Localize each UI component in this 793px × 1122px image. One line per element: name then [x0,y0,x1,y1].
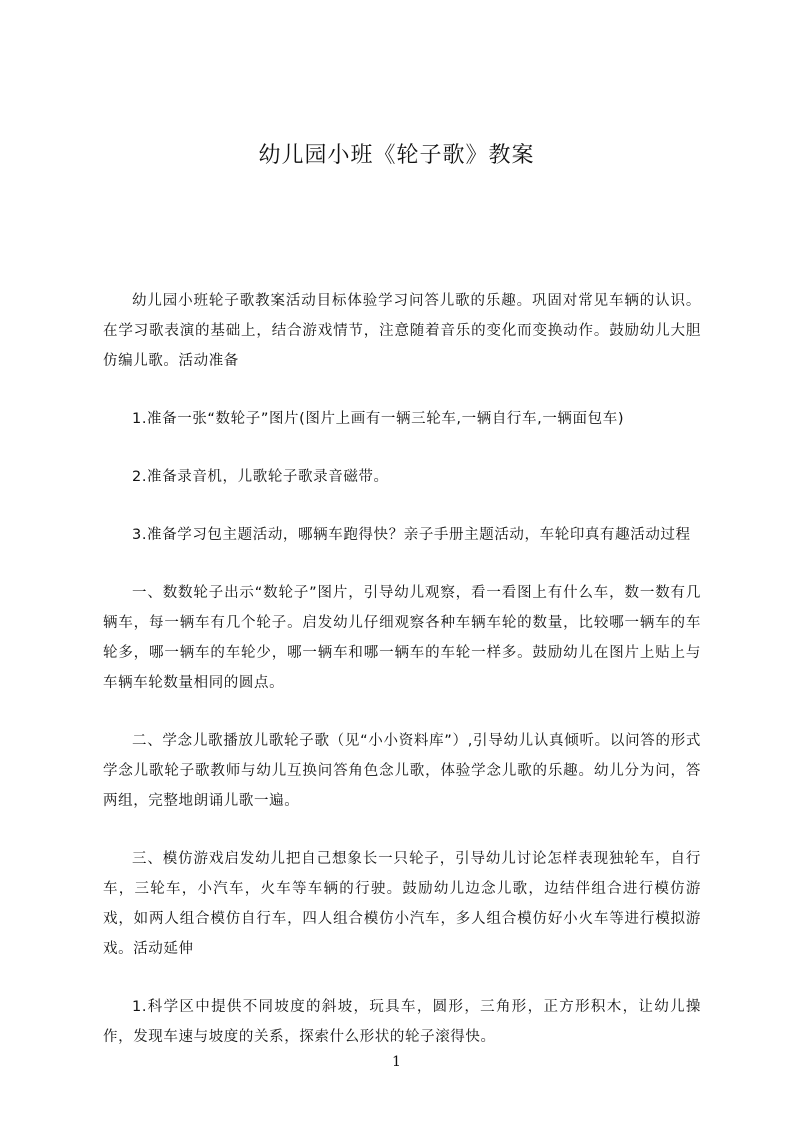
document-title: 幼儿园小班《轮子歌》教案 [258,143,535,168]
paragraph-prep-1: 1.准备一张“数轮子”图片(图片上画有一辆三轮车,一辆自行车,一辆面包车) [132,411,625,427]
paragraph-prep-3: 3.准备学习包主题活动，哪辆车跑得快？亲子手册主题活动，车轮印真有趣活动过程 [132,527,691,543]
paragraph-objectives: 幼儿园小班轮子歌教案活动目标体验学习问答儿歌的乐趣。巩固对常见车辆的认识。在学习歌表演的基础上，结合游戏情节，注意随着音乐的变化而变换动作。鼓励幼儿大胆仿编儿歌。活动准备 [103,293,701,369]
document-body [103,286,701,1080]
paragraph-step-1: 一、数数轮子出示“数轮子”图片，引导幼儿观察，看一看图上有什么车，数一数有几辆车，每一辆车有几个轮子。启发幼儿仔细观察各种车辆车轮的数量，比较哪一辆车的车轮多，哪一辆车的车轮少，哪一辆车和哪一辆车的车轮一样多。鼓励幼儿在图片上贴上与车辆车轮数量相同的圆点。 [103,585,701,691]
paragraph-step-2: 二、学念儿歌播放儿歌轮子歌（见“小小资料库”）,引导幼儿认真倾听。以问答的形式学念儿歌轮子歌教师与幼儿互换问答角色念儿歌，体验学念儿歌的乐趣。幼儿分为问，答两组，完整地朗诵儿歌一遍。 [103,733,701,809]
paragraph-step-3: 三、模仿游戏启发幼儿把自己想象长一只轮子，引导幼儿讨论怎样表现独轮车，自行车，三轮车，小汽车，火车等车辆的行驶。鼓励幼儿边念儿歌，边结伴组合进行模仿游戏，如两人组合模仿自行车，四人组合模仿小汽车，多人组合模仿好小火车等进行模拟游戏。活动延伸 [103,851,701,957]
paragraph-prep-2: 2.准备录音机，儿歌轮子歌录音磁带。 [132,469,389,485]
paragraph-extension-1: 1.科学区中提供不同坡度的斜坡，玩具车，圆形，三角形，正方形积木，让幼儿操作，发现车速与坡度的关系，探索什么形状的轮子滚得快。 [103,999,701,1045]
page-number: 1 [392,1054,401,1070]
